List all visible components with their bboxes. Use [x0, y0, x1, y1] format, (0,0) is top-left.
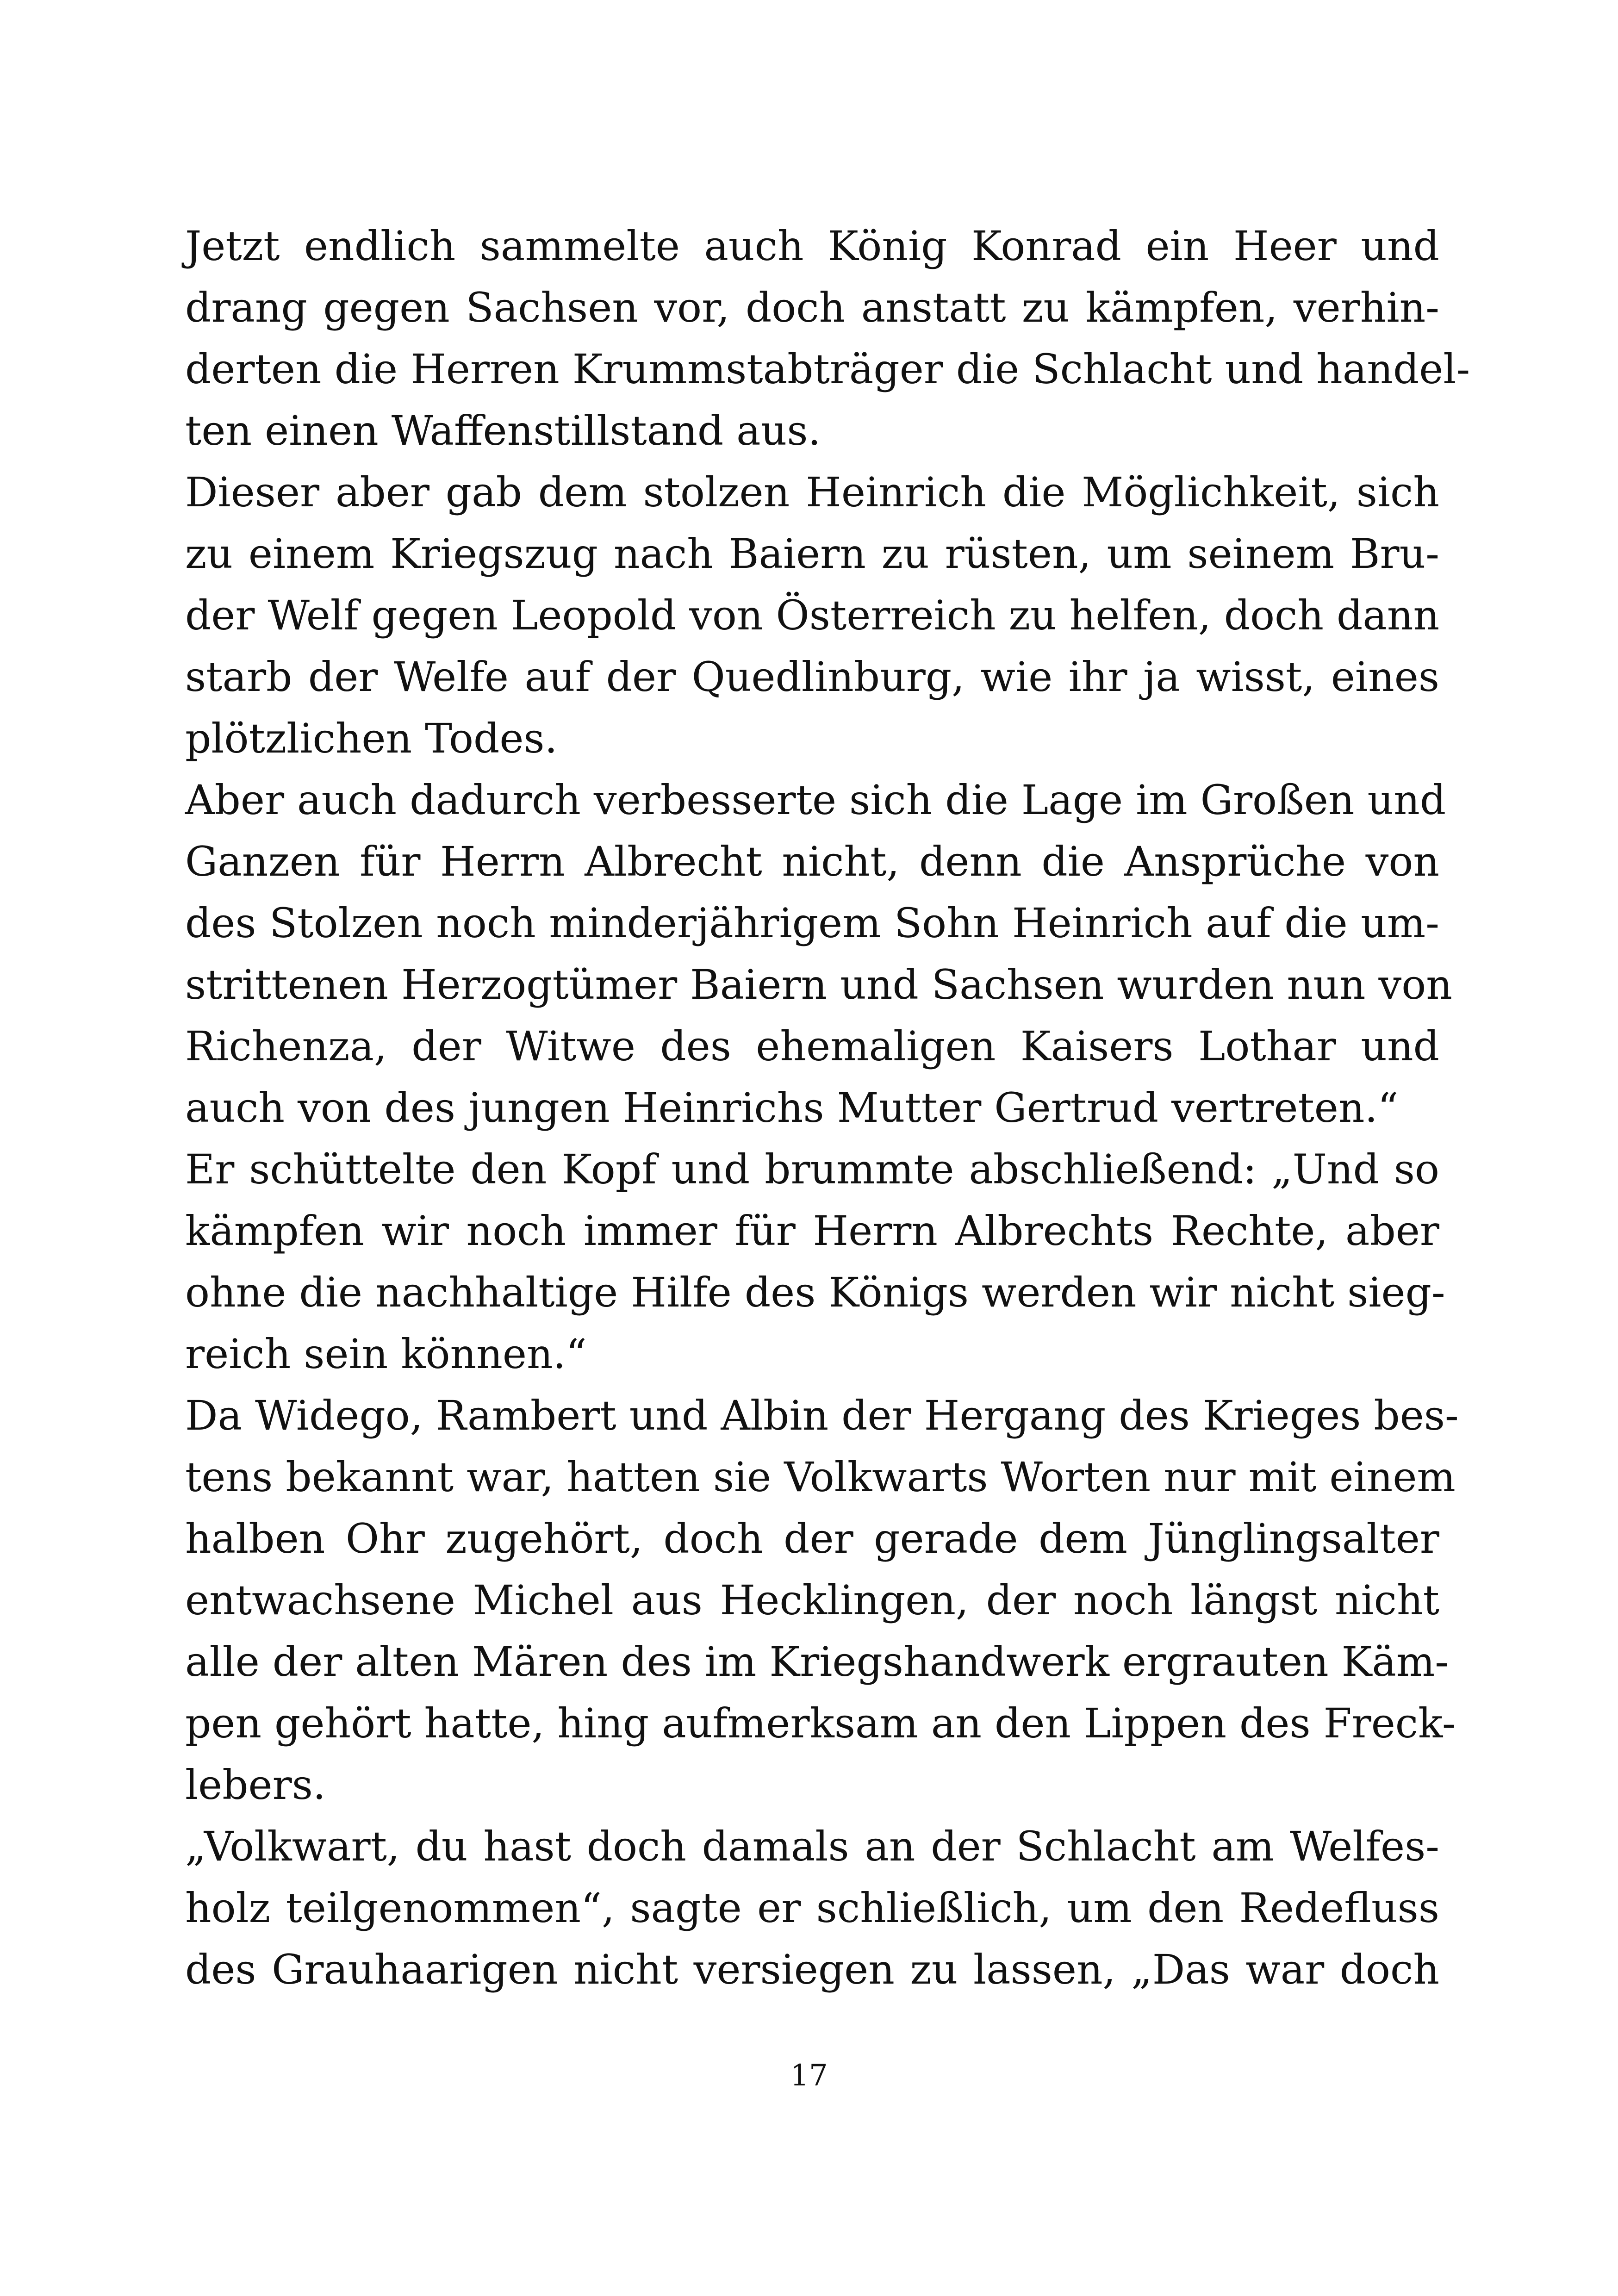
- text-line: Dieser aber gab dem stolzen Heinrich die Möglichkeit, sich: [185, 468, 1439, 516]
- page-number: 17: [790, 2059, 828, 2093]
- text-line: Da Widego, Rambert und Albin der Hergang des Krieges bes-: [185, 1392, 1459, 1439]
- text-line: entwachsene Michel aus Hecklingen, der noch längst nicht: [185, 1576, 1439, 1624]
- text-line: Jetzt endlich sammelte auch König Konrad ein Heer und: [185, 222, 1439, 270]
- text-line: halben Ohr zugehört, doch der gerade dem Jünglingsalter: [185, 1515, 1439, 1562]
- text-line: kämpfen wir noch immer für Herrn Albrechts Rechte, aber: [185, 1207, 1439, 1255]
- text-line: ohne die nachhaltige Hilfe des Königs werden wir nicht sieg-: [185, 1269, 1445, 1316]
- text-line: Er schüttelte den Kopf und brummte abschließend: „Und so: [185, 1145, 1439, 1193]
- text-line: Ganzen für Herrn Albrecht nicht, denn die Ansprüche von: [185, 838, 1439, 885]
- text-line: reich sein können.“: [185, 1330, 587, 1378]
- text-line: plötzlichen Todes.: [185, 715, 558, 762]
- text-line: lebers.: [185, 1761, 326, 1809]
- text-line: des Grauhaarigen nicht versiegen zu lassen, „Das war doch: [185, 1946, 1439, 1993]
- text-line: „Volkwart, du hast doch damals an der Schlacht am Welfes-: [185, 1823, 1439, 1870]
- body-text: [185, 215, 1470, 2000]
- text-line: derten die Herren Krummstabträger die Schlacht und handel-: [185, 345, 1470, 393]
- text-line: der Welf gegen Leopold von Österreich zu helfen, doch dann: [185, 591, 1440, 639]
- text-line: tens bekannt war, hatten sie Volkwarts Worten nur mit einem: [185, 1453, 1456, 1501]
- text-line: Aber auch dadurch verbesserte sich die Lage im Großen und: [185, 776, 1446, 824]
- text-line: strittenen Herzogtümer Baiern und Sachsen wurden nun von: [185, 961, 1452, 1008]
- text-line: alle der alten Mären des im Kriegshandwerk ergrauten Käm-: [185, 1638, 1449, 1686]
- text-line: zu einem Kriegszug nach Baiern zu rüsten, um seinem Bru-: [185, 530, 1439, 578]
- text-line: starb der Welfe auf der Quedlinburg, wie ihr ja wisst, eines: [185, 653, 1439, 701]
- text-line: ten einen Waffenstillstand aus.: [185, 407, 821, 454]
- text-line: drang gegen Sachsen vor, doch anstatt zu kämpfen, verhin-: [185, 284, 1439, 331]
- text-line: des Stolzen noch minderjährigem Sohn Heinrich auf die um-: [185, 899, 1439, 947]
- text-line: auch von des jungen Heinrichs Mutter Gertrud vertreten.“: [185, 1084, 1399, 1132]
- text-line: holz teilgenommen“, sagte er schließlich, um den Redefluss: [185, 1884, 1439, 1932]
- text-line: Richenza, der Witwe des ehemaligen Kaisers Lothar und: [185, 1022, 1439, 1070]
- text-line: pen gehört hatte, hing aufmerksam an den Lippen des Freck-: [185, 1699, 1456, 1747]
